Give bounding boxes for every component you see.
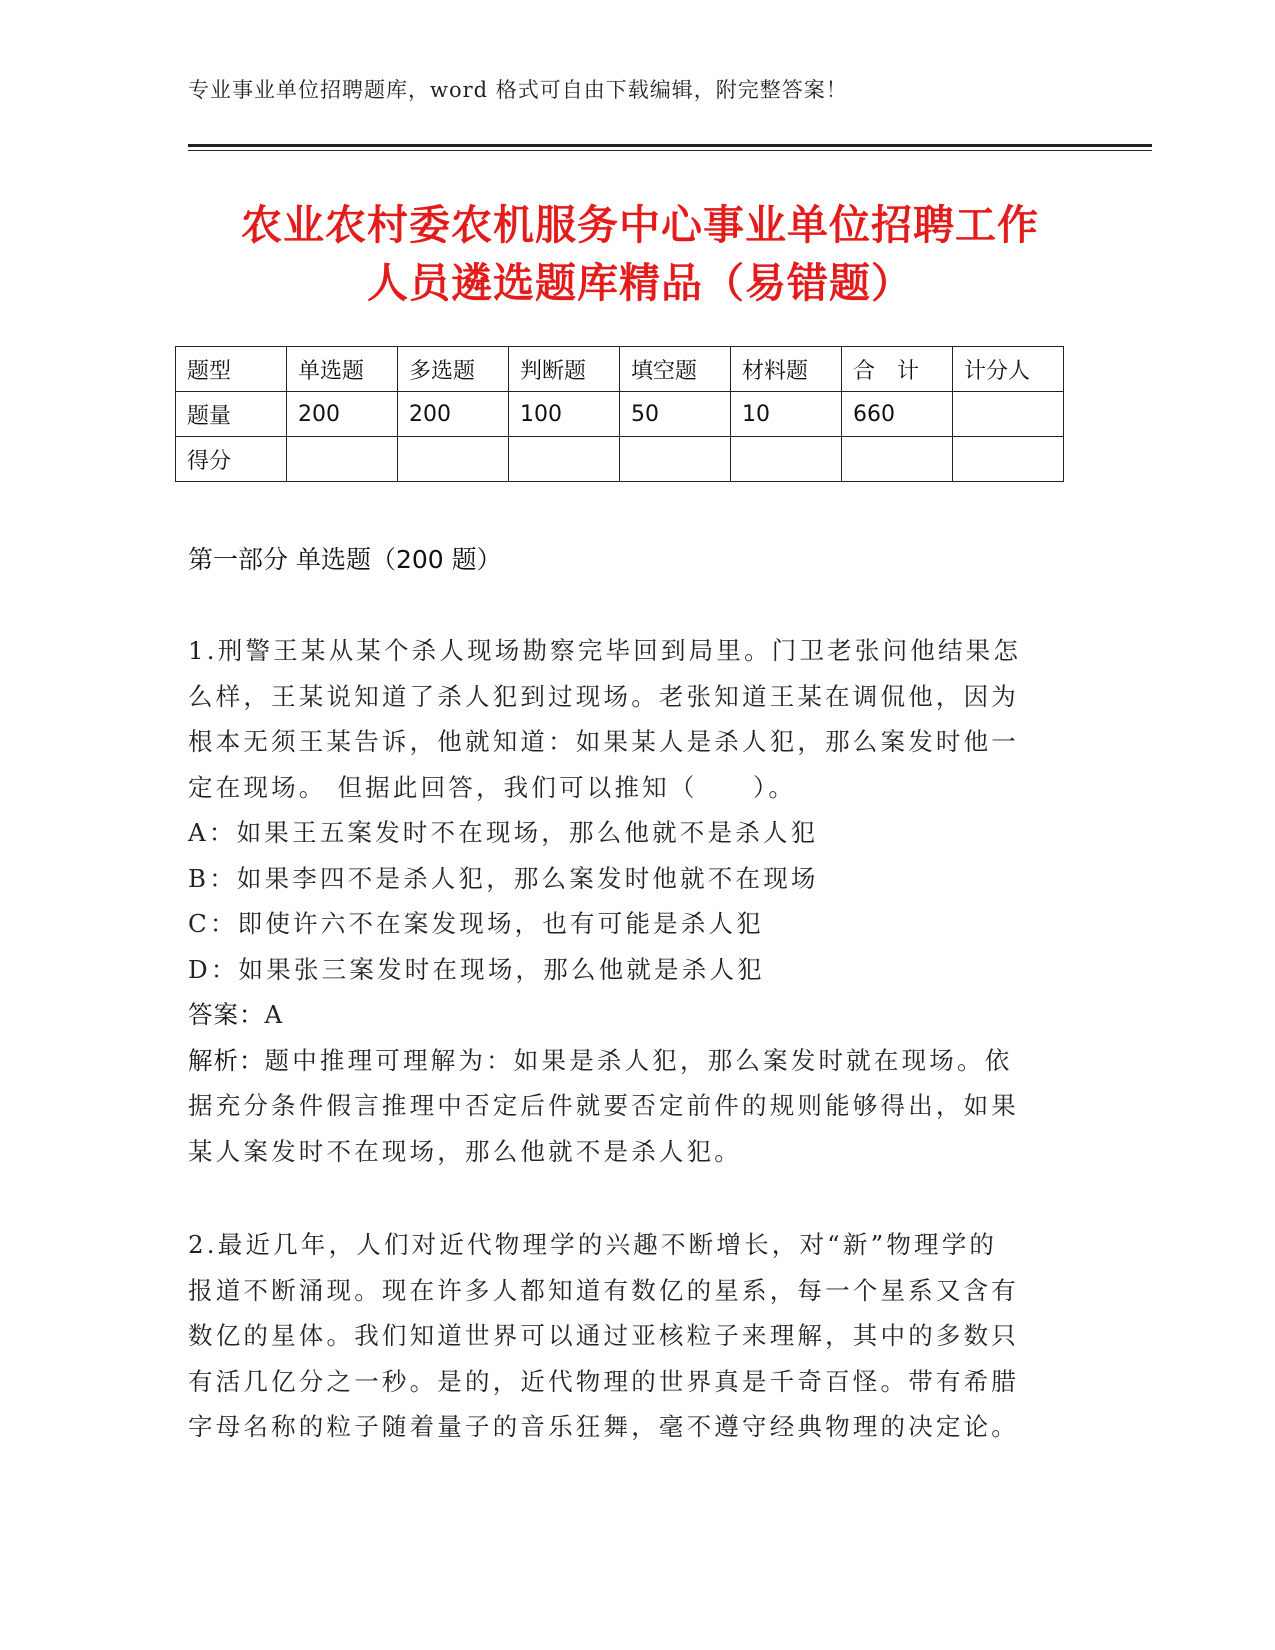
table-cell: 得分 [176, 437, 287, 482]
analysis-label: 解析： [188, 1045, 265, 1075]
table-cell [953, 437, 1064, 482]
question-1 [188, 628, 1058, 1174]
table-cell: 多选题 [398, 347, 509, 392]
table-cell [731, 437, 842, 482]
document-title [150, 196, 1130, 312]
table-cell: 材料题 [731, 347, 842, 392]
table-cell: 题型 [176, 347, 287, 392]
table-cell: 10 [731, 392, 842, 437]
analysis-line: 某人案发时不在现场，那么他就不是杀人犯。 [188, 1136, 742, 1166]
option-c: C：即使许六不在案发现场，也有可能是杀人犯 [188, 909, 764, 938]
question-stem-line: 定在现场。 但据此回答，我们可以推知（ ）。 [188, 772, 797, 802]
table-cell: 合 计 [842, 347, 953, 392]
header-rule-thin [188, 150, 1152, 151]
table-cell: 判断题 [509, 347, 620, 392]
question-stem-line: 字母名称的粒子随着量子的音乐狂舞，毫不遵守经典物理的决定论。 [188, 1412, 1019, 1441]
title-line-2: 人员遴选题库精品（易错题） [367, 259, 913, 307]
analysis-line [188, 1038, 1058, 1084]
question-stem-line: 有活几亿分之一秒。是的，近代物理的世界真是千奇百怪。带有希腊 [188, 1366, 1019, 1396]
table-row-type [176, 347, 1064, 392]
table-cell [398, 437, 509, 482]
question-stem-line: 2.最近几年，人们对近代物理学的兴趣不断增长，对“新”物理学的 [188, 1230, 998, 1259]
answer-value: A [264, 1000, 286, 1029]
answer-line [188, 992, 1058, 1038]
table-row-count [176, 392, 1064, 437]
option-a: A：如果王五案发时不在现场，那么他就不是杀人犯 [188, 818, 819, 847]
table-cell: 200 [398, 392, 509, 437]
section-title: 第一部分 单选题（200 题） [188, 545, 502, 574]
question-stem-line: 数亿的星体。我们知道世界可以通过亚核粒子来理解，其中的多数只 [188, 1321, 1019, 1350]
question-2 [188, 1222, 1058, 1450]
table-cell [620, 437, 731, 482]
score-table [175, 346, 1064, 482]
table-cell: 200 [287, 392, 398, 437]
table-cell: 100 [509, 392, 620, 437]
option-b: B：如果李四不是杀人犯，那么案发时他就不在现场 [188, 863, 819, 893]
table-cell: 单选题 [287, 347, 398, 392]
table-cell: 填空题 [620, 347, 731, 392]
title-line-1: 农业农村委农机服务中心事业单位招聘工作 [241, 201, 1039, 249]
table-cell [842, 437, 953, 482]
table-row-score [176, 437, 1064, 482]
analysis-text: 题中推理可理解为：如果是杀人犯，那么案发时就在现场。依 [264, 1045, 1013, 1075]
table-cell [509, 437, 620, 482]
table-cell: 50 [620, 392, 731, 437]
table-cell: 计分人 [953, 347, 1064, 392]
header-rule-thick [188, 144, 1152, 147]
answer-label: 答案： [188, 1000, 265, 1029]
question-stem-line: 1.刑警王某从某个杀人现场勘察完毕回到局里。门卫老张问他结果怎 [188, 636, 1022, 665]
question-stem-line: 么样，王某说知道了杀人犯到过现场。老张知道王某在调侃他，因为 [188, 681, 1019, 711]
question-stem-line: 根本无须王某告诉，他就知道：如果某人是杀人犯，那么案发时他一 [188, 727, 1019, 756]
question-stem-line: 报道不断涌现。现在许多人都知道有数亿的星系，每一个星系又含有 [188, 1275, 1019, 1305]
table-cell [953, 392, 1064, 437]
option-d: D：如果张三案发时在现场，那么他就是杀人犯 [188, 954, 765, 984]
header-note: 专业事业单位招聘题库，word 格式可自由下载编辑，附完整答案！ [188, 78, 848, 102]
table-cell [287, 437, 398, 482]
analysis-line: 据充分条件假言推理中否定后件就要否定前件的规则能够得出，如果 [188, 1091, 1019, 1120]
table-cell: 660 [842, 392, 953, 437]
table-cell: 题量 [176, 392, 287, 437]
